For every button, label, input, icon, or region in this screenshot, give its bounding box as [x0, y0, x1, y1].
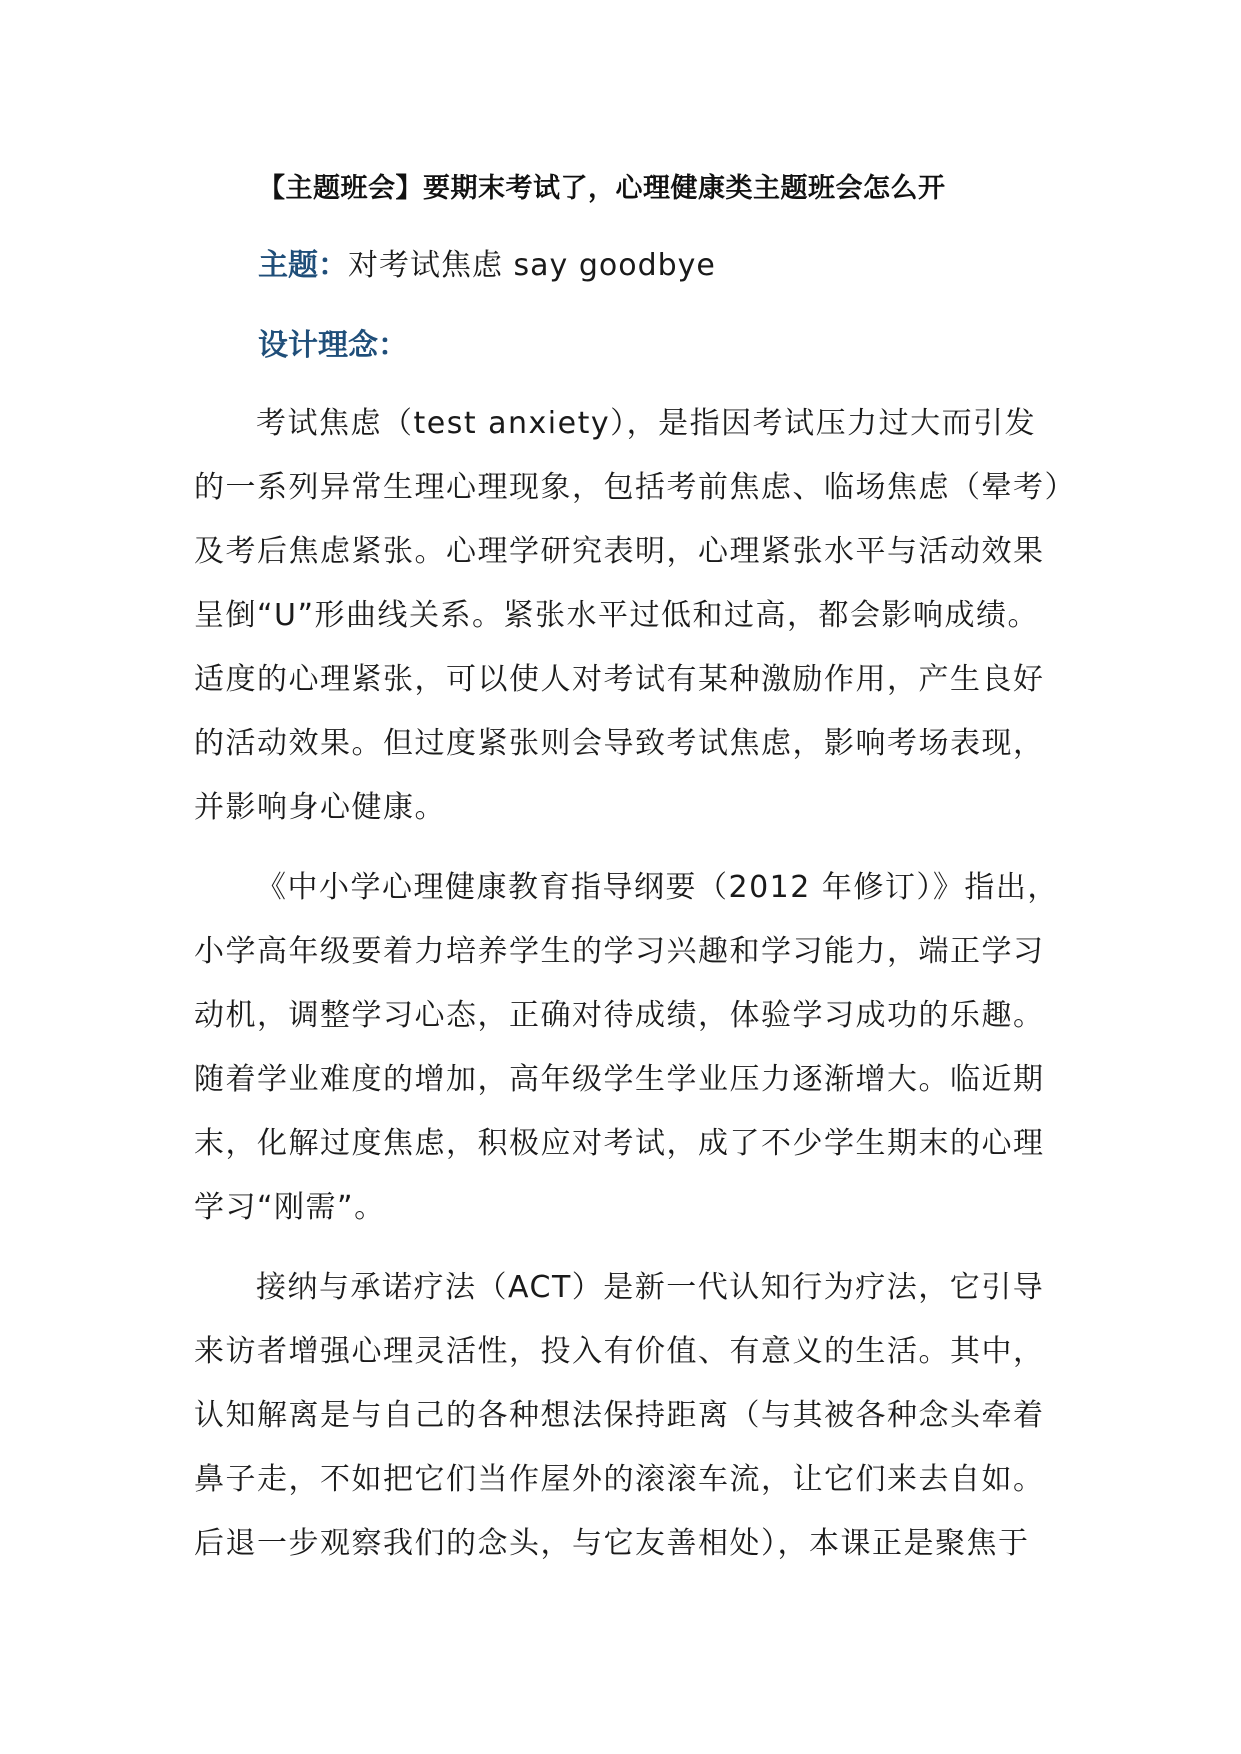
paragraph-line: 鼻子走，不如把它们当作屋外的滚滚车流，让它们来去自如。: [194, 1462, 1045, 1497]
design-concept-line: [258, 320, 408, 364]
paragraph-line: 并影响身心健康。: [194, 790, 446, 825]
paragraph-line: 及考后焦虑紧张。心理学研究表明，心理紧张水平与活动效果: [194, 534, 1045, 569]
paragraph-line: 末，化解过度焦虑，积极应对考试，成了不少学生期末的心理: [194, 1126, 1045, 1161]
paragraph-line: 学习“刚需”。: [194, 1190, 386, 1225]
paragraph-line: 小学高年级要着力培养学生的学习兴趣和学习能力，端正学习: [194, 934, 1045, 969]
paragraph-line: 《中小学心理健康教育指导纲要（2012 年修订）》指出，: [256, 870, 1059, 905]
design-concept-label: 设计理念：: [258, 328, 408, 363]
paragraph-line: 认知解离是与自己的各种想法保持距离（与其被各种念头牵着: [194, 1398, 1045, 1433]
paragraph-line: 接纳与承诺疗法（ACT）是新一代认知行为疗法，它引导: [256, 1270, 1045, 1305]
paragraph-line: 呈倒“U”形曲线关系。紧张水平过低和过高，都会影响成绩。: [194, 598, 1040, 633]
paragraph-line: 的活动效果。但过度紧张则会导致考试焦虑，影响考场表现，: [194, 726, 1045, 761]
topic-value: 对考试焦虑 say goodbye: [348, 248, 716, 283]
topic-line: [258, 240, 716, 284]
paragraph-line: 考试焦虑（test anxiety），是指因考试压力过大而引发: [256, 406, 1037, 441]
document-title: 【主题班会】要期末考试了，心理健康类主题班会怎么开: [258, 173, 946, 204]
paragraph-line: 随着学业难度的增加，高年级学生学业压力逐渐增大。临近期: [194, 1062, 1045, 1097]
topic-label: 主题：: [258, 248, 348, 283]
paragraph-line: 动机，调整学习心态，正确对待成绩，体验学习成功的乐趣。: [194, 998, 1045, 1033]
paragraph-line: 来访者增强心理灵活性，投入有价值、有意义的生活。其中，: [194, 1334, 1045, 1369]
paragraph-line: 适度的心理紧张，可以使人对考试有某种激励作用，产生良好: [194, 662, 1045, 697]
paragraph-line: 后退一步观察我们的念头，与它友善相处），本课正是聚焦于: [194, 1526, 1030, 1561]
paragraph-line: 的一系列异常生理心理现象，包括考前焦虑、临场焦虑（晕考）: [194, 470, 1076, 505]
